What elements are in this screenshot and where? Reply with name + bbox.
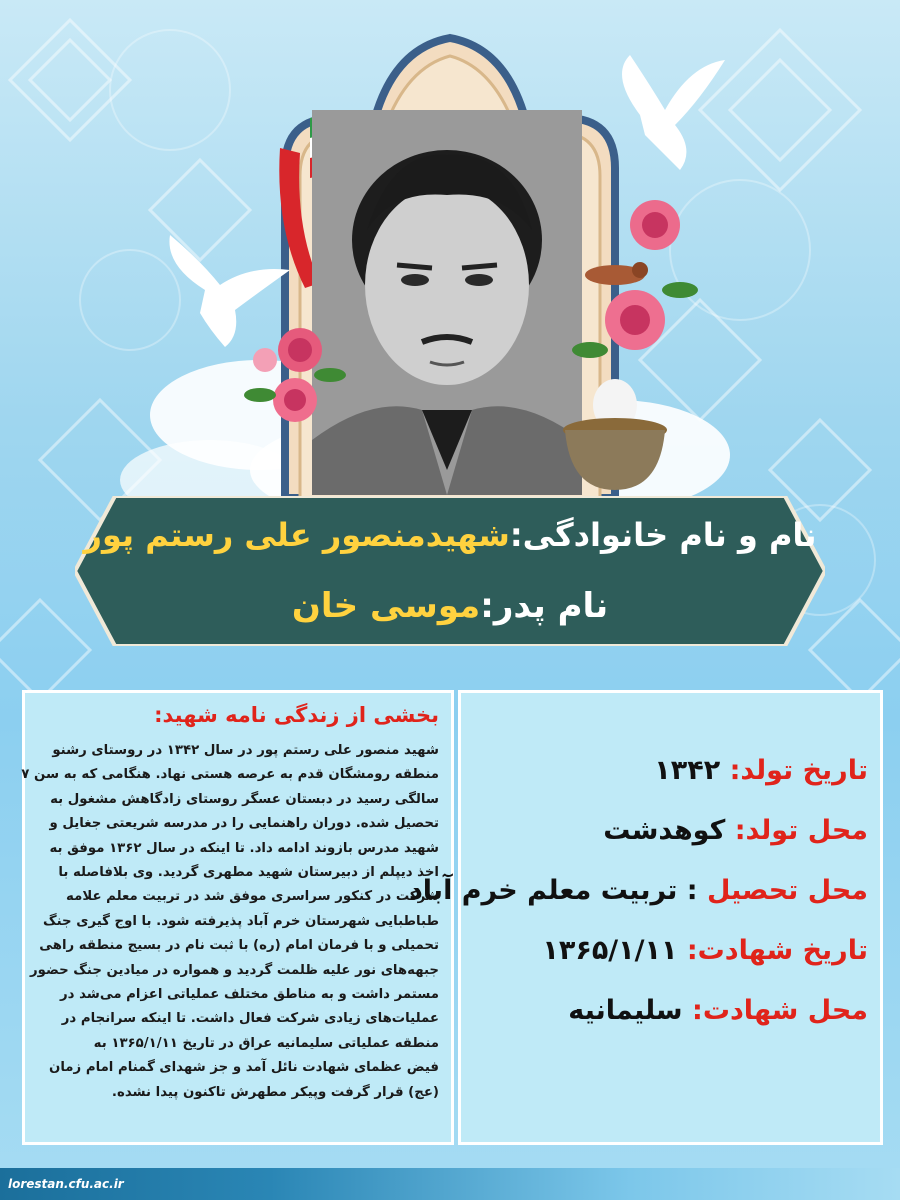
- birth-place-value: کوهدشت: [603, 815, 735, 846]
- bio-line: منطقه رومشگان قدم به عرصه هستی نهاد. هنگامی که به سن ۷: [21, 767, 439, 783]
- education-place-value: : تربیت معلم خرم آباد: [408, 875, 707, 906]
- dove-left: [155, 235, 295, 350]
- education-place: [408, 875, 868, 906]
- bio-line: جبهه‌های نور علیه ظلمت گردید و همواره در میادین جنگ حضور: [30, 962, 439, 978]
- bio-line: شرکت در کنکور سراسری موفق شد در تربیت معلم علامه: [66, 889, 439, 905]
- bio-line: عملیات‌های زیادی شرکت فعال داشت. تا اینکه سرانجام در: [61, 1011, 439, 1027]
- bio-line: شهید منصور علی رستم پور در سال ۱۳۴۲ در روستای رشنو: [52, 743, 439, 758]
- biography-panel: [22, 690, 454, 1145]
- biography-text: [21, 739, 439, 1105]
- father-line: [75, 586, 825, 626]
- bio-line: شهید مدرس بازوند ادامه داد. تا اینکه در سال ۱۳۶۲ موفق به: [49, 840, 439, 856]
- martyrdom-date-value: ۱۳۶۵/۱/۱۱: [542, 935, 687, 966]
- birth-date-label: تاریخ تولد:: [729, 755, 868, 786]
- info-panel: [408, 690, 883, 1145]
- martyrdom-place-label: محل شهادت:: [692, 995, 868, 1026]
- footer-site: lorestan.cfu.ac.ir: [8, 1177, 124, 1191]
- martyr-portrait: [312, 110, 582, 495]
- bio-line: فیض عظمای شهادت نائل آمد و جز شهدای گمنام امام زمان: [48, 1060, 439, 1076]
- martyrdom-place-value: سلیمانیه: [568, 995, 693, 1026]
- birth-place-label: محل تولد:: [734, 815, 868, 846]
- martyrdom-place: [468, 995, 868, 1026]
- bio-line: (عج) قرار گرفت وپیکر مطهرش تاکنون پیدا نشده.: [111, 1084, 439, 1100]
- martyr-name: شهیدمنصور علی رستم پور: [83, 516, 510, 554]
- father-name: موسی خان: [291, 586, 481, 626]
- bio-line: سالگی رسید در دبستان عسگر روستای زادگاهش مشغول به: [50, 791, 439, 807]
- bio-line: طباطبایی شهرستان خرم آباد پذیرفته شود. با اوج گیری جنگ: [43, 913, 439, 929]
- martyrdom-date: [468, 935, 868, 966]
- footer-bar: [0, 1168, 900, 1200]
- name-line: [75, 516, 825, 554]
- title-banner: [75, 496, 825, 646]
- birth-place: [468, 815, 868, 846]
- rose-flowers-right: [560, 190, 700, 390]
- bio-line: منطقه عملیاتی سلیمانیه عراق در تاریخ ۱۳۶۵/۱/۱۱ به: [93, 1035, 439, 1051]
- bio-line: اخذ دیپلم از دبیرستان شهید مطهری گردید. وی بلافاصله با: [58, 865, 439, 881]
- biography-title: بخشی از زندگی نامه شهید:: [154, 703, 439, 727]
- birth-date: [468, 755, 868, 786]
- bio-line: تحصیل شده. دوران راهنمایی را در مدرسه شریعتی جغایل و: [49, 816, 439, 832]
- birth-date-value: ۱۳۴۲: [654, 755, 730, 786]
- bio-line: تحمیلی و با فرمان امام (ره) با ثبت نام در بسیج منطقه راهی: [39, 938, 439, 954]
- bio-line: مستمر داشت و به مناطق مختلف عملیاتی اعزام می‌شد در: [60, 987, 439, 1003]
- martyrdom-date-label: تاریخ شهادت:: [686, 935, 868, 966]
- name-label: نام و نام خانوادگی:: [509, 516, 817, 554]
- helmet-nest: [560, 375, 670, 490]
- education-place-label: محل تحصیل: [707, 875, 868, 906]
- dove-right: [600, 55, 730, 175]
- father-label: نام پدر:: [480, 586, 609, 626]
